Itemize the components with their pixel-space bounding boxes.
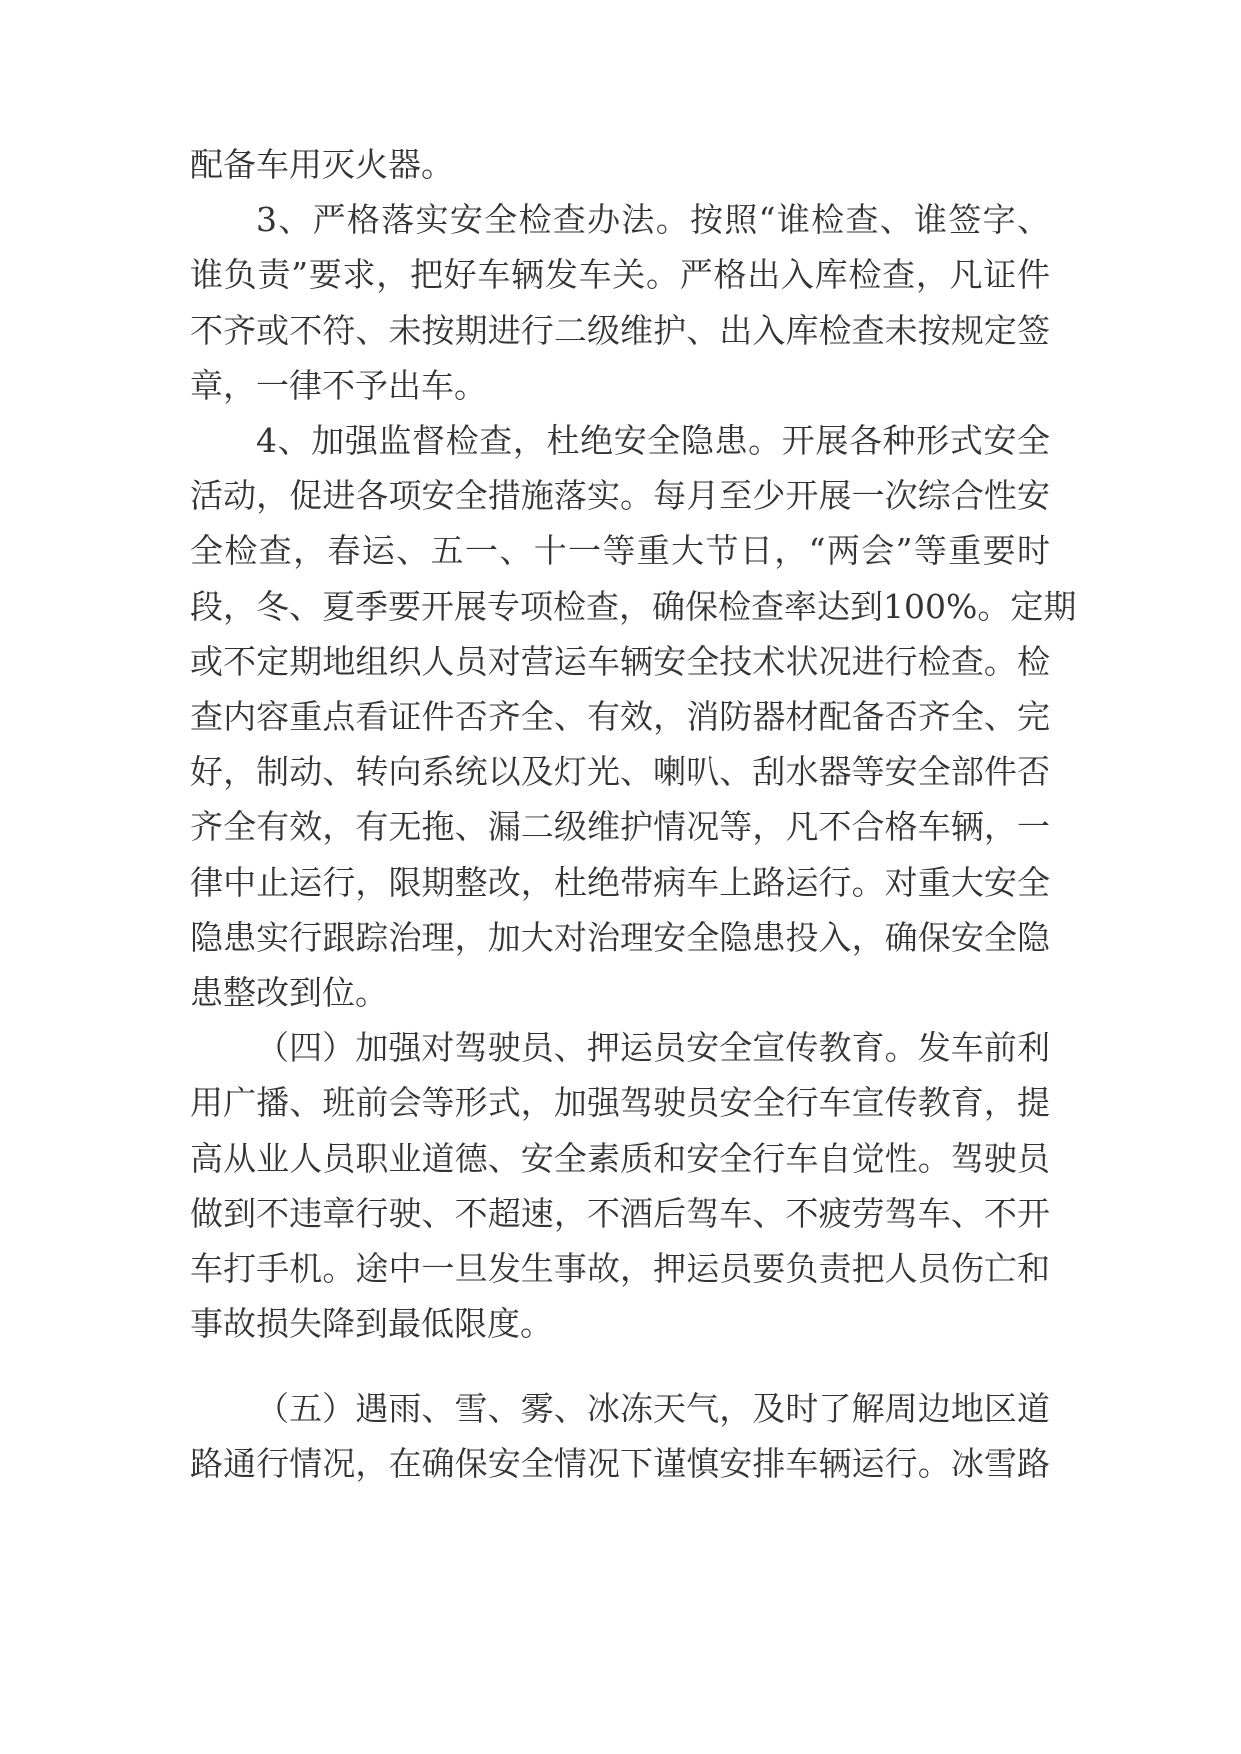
text-line: （五）遇雨、雪、雾、冰冻天气，及时了解周边地区道	[256, 1389, 1050, 1428]
text-line: 隐患实行跟踪治理，加大对治理安全隐患投入，确保安全隐	[190, 918, 1050, 957]
text-line: 事故损失降到最低限度。	[190, 1304, 553, 1343]
text-line: 做到不违章行驶、不超速，不酒后驾车、不疲劳驾车、不开	[190, 1194, 1050, 1233]
text-line: 全检查，春运、五一、十一等重大节日，“两会”等重要时	[190, 531, 1050, 570]
text-line: 章，一律不予出车。	[190, 366, 487, 405]
text-line: 谁负责”要求，把好车辆发车关。严格出入库检查，凡证件	[190, 255, 1050, 294]
text-line: 段，冬、夏季要开展专项检查，确保检查率达到100%。定期	[190, 587, 1077, 626]
text-line: 4、加强监督检查，杜绝安全隐患。开展各种形式安全	[256, 421, 1050, 460]
text-line: 患整改到位。	[190, 973, 388, 1012]
text-line: 或不定期地组织人员对营运车辆安全技术状况进行检查。检	[190, 642, 1050, 681]
text-line: 高从业人员职业道德、安全素质和安全行车自觉性。驾驶员	[190, 1139, 1050, 1178]
text-line: 活动，促进各项安全措施落实。每月至少开展一次综合性安	[190, 476, 1050, 515]
text-line: 律中止运行，限期整改，杜绝带病车上路运行。对重大安全	[190, 863, 1050, 902]
text-line: 3、严格落实安全检查办法。按照“谁检查、谁签字、	[256, 200, 1050, 239]
text-line: 配备车用灭火器。	[190, 145, 454, 184]
text-line: （四）加强对驾驶员、押运员安全宣传教育。发车前利	[256, 1028, 1050, 1067]
text-line: 用广播、班前会等形式，加强驾驶员安全行车宣传教育，提	[190, 1083, 1050, 1122]
text-line: 路通行情况，在确保安全情况下谨慎安排车辆运行。冰雪路	[190, 1444, 1050, 1483]
text-line: 好，制动、转向系统以及灯光、喇叭、刮水器等安全部件否	[190, 752, 1050, 791]
text-line: 车打手机。途中一旦发生事故，押运员要负责把人员伤亡和	[190, 1249, 1050, 1288]
text-line: 查内容重点看证件否齐全、有效，消防器材配备否齐全、完	[190, 697, 1050, 736]
text-line: 齐全有效，有无拖、漏二级维护情况等，凡不合格车辆，一	[190, 807, 1050, 846]
text-line: 不齐或不符、未按期进行二级维护、出入库检查未按规定签	[190, 311, 1050, 350]
